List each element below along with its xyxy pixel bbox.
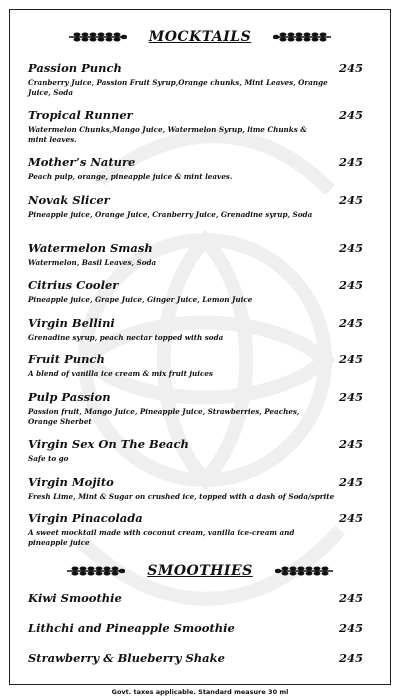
footer-note: Govt. taxes applicable. Standard measure 30 ml: [111, 688, 289, 696]
item-description: Passion fruit, Mango Juice, Pineapple Juice, Strawberries, Peaches, Orange Sherbet: [28, 407, 300, 426]
item-name: Virgin Sex On The Beach: [28, 437, 189, 451]
wheat-ornament-icon: [275, 565, 333, 577]
smoothies-header: [0, 560, 400, 582]
item-name: Lithchi and Pineapple Smoothie: [28, 621, 235, 635]
menu-item: [28, 108, 363, 145]
item-description: Cranberry Juice, Passion Fruit Syrup,Orange chunks, Mint Leaves, Orange Juice, Soda: [28, 78, 328, 97]
item-description: Watermelon, Basil Leaves, Soda: [28, 258, 157, 267]
menu-item: [28, 193, 363, 220]
item-name: Watermelon Smash: [28, 241, 153, 255]
item-description: Pineapple juice, Grape Juice, Ginger Juice, Lemon Juice: [28, 295, 253, 304]
menu-item: [28, 621, 363, 635]
menu-item: [28, 61, 363, 98]
wheat-ornament-icon: [67, 565, 125, 577]
item-price: 245: [338, 193, 363, 207]
item-price: 245: [338, 61, 363, 75]
item-price: 245: [338, 108, 363, 122]
item-price: 245: [338, 278, 363, 292]
item-description: Grenadine syrup, peach nectar topped with soda: [28, 333, 224, 342]
item-name: Virgin Mojito: [28, 475, 114, 489]
item-name: Kiwi Smoothie: [28, 591, 122, 605]
item-price: 245: [338, 511, 363, 525]
item-name: Virgin Pinacolada: [28, 511, 143, 525]
item-name: Fruit Punch: [28, 352, 105, 366]
item-description: Pineapple juice, Orange Juice, Cranberry Juice, Grenadine syrup, Soda: [28, 210, 313, 219]
smoothies-title: SMOOTHIES: [147, 563, 253, 579]
item-description: Watermelon Chunks,Mango Juice, Watermelon Syrup, lime Chunks & mint leaves.: [28, 125, 307, 144]
item-description: Safe to go: [28, 454, 69, 463]
item-description: A blend of vanilla ice cream & mix fruit juices: [28, 369, 213, 378]
wheat-ornament-icon: [69, 31, 127, 43]
item-name: Mother’s Nature: [28, 155, 136, 169]
item-price: 245: [338, 352, 363, 366]
mocktails-header: [0, 26, 400, 48]
item-name: Citrius Cooler: [28, 278, 119, 292]
menu-item: [28, 437, 363, 464]
mocktails-title: MOCKTAILS: [148, 29, 252, 45]
item-price: 245: [338, 475, 363, 489]
item-name: Virgin Bellini: [28, 316, 115, 330]
wheat-ornament-icon: [273, 31, 331, 43]
item-price: 245: [338, 437, 363, 451]
menu-item: [28, 155, 363, 182]
item-price: 245: [338, 316, 363, 330]
menu-item: [28, 278, 363, 305]
item-price: 245: [338, 621, 363, 635]
item-name: Novak Slicer: [28, 193, 110, 207]
item-name: Strawberry & Blueberry Shake: [28, 651, 225, 665]
item-name: Tropical Runner: [28, 108, 133, 122]
item-price: 245: [338, 651, 363, 665]
menu-item: [28, 390, 363, 427]
item-description: A sweet mocktail made with coconut cream, vanilla ice-cream and pineapple juice: [28, 528, 295, 547]
menu-item: [28, 241, 363, 268]
menu-item: [28, 651, 363, 665]
menu-item: [28, 316, 363, 343]
item-name: Passion Punch: [28, 61, 122, 75]
item-price: 245: [338, 390, 363, 404]
item-description: Fresh Lime, Mint & Sugar on crushed ice, topped with a dash of Soda/sprite: [28, 492, 335, 501]
item-price: 245: [338, 241, 363, 255]
item-price: 245: [338, 591, 363, 605]
menu-item: [28, 591, 363, 605]
menu-item: [28, 352, 363, 379]
item-price: 245: [338, 155, 363, 169]
item-name: Pulp Passion: [28, 390, 111, 404]
menu-item: [28, 475, 363, 502]
menu-item: [28, 511, 363, 548]
item-description: Peach pulp, orange, pineapple juice & mint leaves.: [28, 172, 233, 181]
